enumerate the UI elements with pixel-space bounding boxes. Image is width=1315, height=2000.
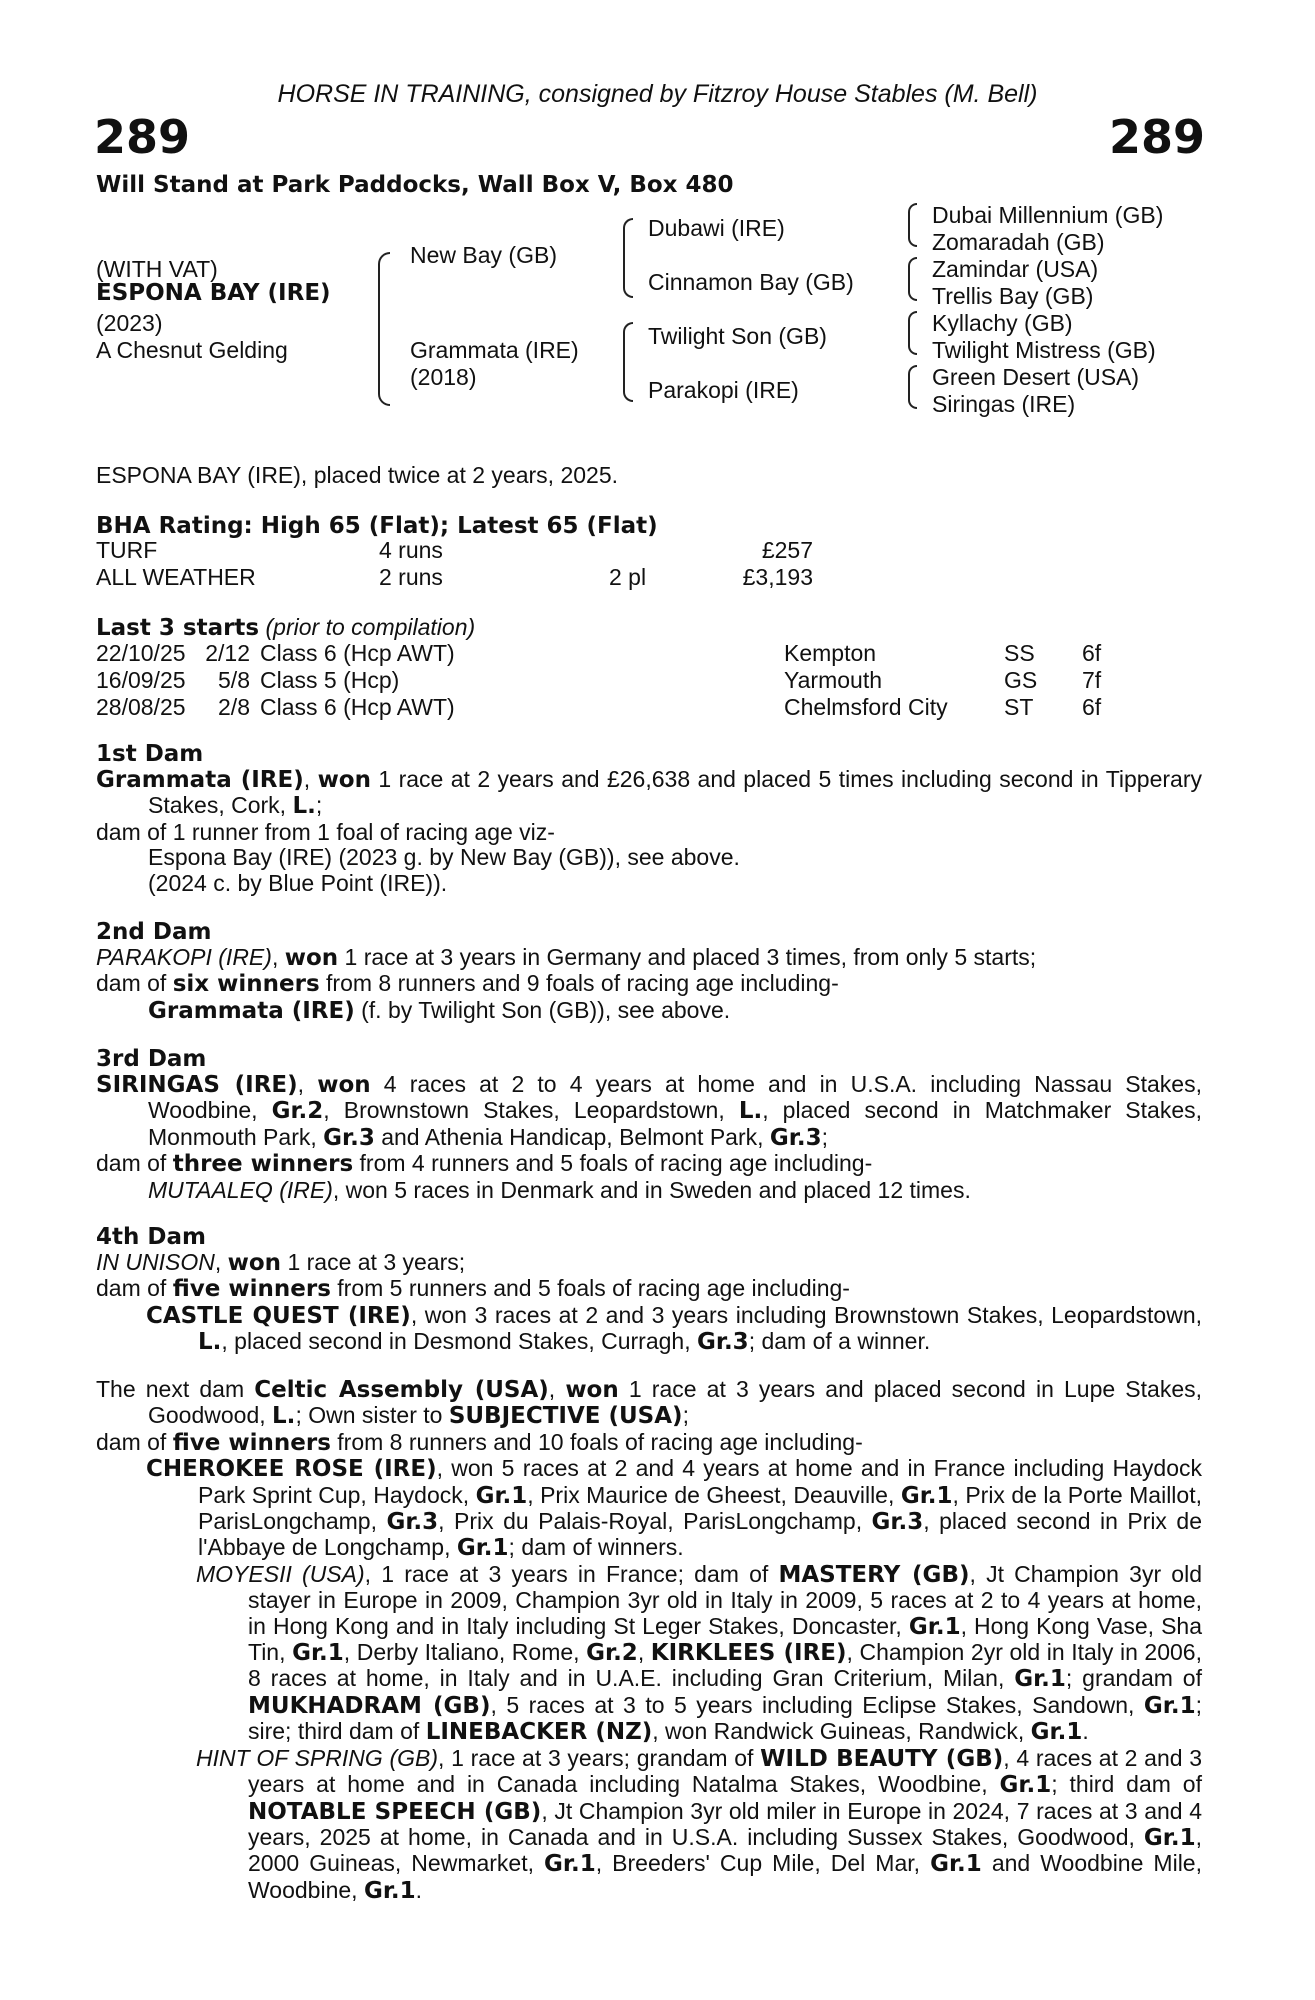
gen3-brace-4b [908, 387, 917, 409]
gen3-brace-1a [908, 203, 917, 227]
last-starts-title: Last 3 starts [96, 615, 260, 641]
third-dam-name: SIRINGAS (IRE) [96, 1072, 298, 1098]
vat-note: (WITH VAT) [96, 256, 218, 282]
last-starts-subtitle: (prior to compilation) [265, 614, 476, 640]
horse-description: A Chesnut Gelding [96, 337, 288, 363]
bha-rating-title: BHA Rating: High 65 (Flat); Latest 65 (Flat) [96, 513, 658, 539]
fourth-dam-name: IN UNISON [96, 1249, 215, 1275]
start-going: GS [1004, 667, 1038, 693]
hint-of-spring-entry: HINT OF SPRING (GB), 1 race at 3 years; grandam of WILD BEAUTY (GB), 4 races at 2 and 3 years at home and in Canada including Natalma Stakes, Woodbine, Gr.1; third dam of NOTABLE SPEECH (GB), Jt Champion 3yr old miler in Europe in 2024, 7 races at 3 and 4 years, 2025 at home, in Canada and in U.S.A. including Sussex Stakes, Goodwood, Gr.1, 2000 Guineas, Newmarket, Gr.1, Breeders' Cup Mile, Del Mar, Gr.1 and Woodbine Mile, Woodbine, Gr.1. [196, 1744, 1203, 1904]
fourth-dam-heading: 4th Dam [96, 1224, 206, 1250]
moyesii-entry: MOYESII (USA), 1 race at 3 years in France; dam of MASTERY (GB), Jt Champion 3yr old stayer in Europe in 2009, Champion 3yr old in Italy in 2009, 5 races at 2 to 4 years at home, in Hong Kong and in Italy including St Leger Stakes, Doncaster, Gr.1, Hong Kong Vase, Sha Tin, Gr.1, Derby Italiano, Rome, Gr.2, KIRKLEES (IRE), Champion 2yr old in Italy in 2006, 8 races at home, in Italy and in U.A.E. including Gran Criterium, Milan, Gr.1; grandam of MUKHADRAM (GB), 5 races at 3 to 5 years including Eclipse Stakes, Sandown, Gr.1; sire; third dam of LINEBACKER (NZ), won Randwick Guineas, Randwick, Gr.1. [196, 1560, 1203, 1746]
gen2-dam-dam: Parakopi (IRE) [648, 377, 799, 403]
rating-prize: £3,193 [742, 564, 813, 590]
start-course: Kempton [784, 640, 877, 666]
gen3-brace-4a [908, 365, 917, 389]
second-dam-name: PARAKOPI (IRE) [96, 944, 272, 970]
gen3-ancestor-3: Zamindar (USA) [932, 256, 1099, 282]
horse-name: ESPONA BAY (IRE) [96, 280, 331, 306]
gen2-brace-2 [623, 258, 633, 298]
first-dam-produce-item: (2024 c. by Blue Point (IRE)). [148, 869, 448, 896]
race-summary: ESPONA BAY (IRE), placed twice at 2 years, 2025. [96, 462, 619, 488]
start-date: 28/08/25 [96, 694, 186, 720]
gen2-sire-sire: Dubawi (IRE) [648, 215, 785, 241]
start-distance: 6f [1082, 640, 1102, 666]
first-dam-produce-intro: dam of 1 runner from 1 foal of racing age viz- [96, 818, 555, 845]
last-starts-table [96, 640, 1101, 721]
gen3-ancestor-5: Kyllachy (GB) [932, 310, 1073, 336]
fourth-dam-record: IN UNISON, won 1 race at 3 years; dam of five winners from 5 runners and 5 foals of racing age including- CASTLE QUEST (IRE), won 3 races at 2 and 3 years including Brownstown Stakes, Leopardstown, L., placed second in Desmond Stakes, Curragh, Gr.3; dam of a winner. [96, 1249, 1203, 1356]
start-position: 5/8 [218, 667, 250, 693]
gen3-ancestor-4: Trellis Bay (GB) [932, 283, 1094, 309]
gen3-ancestor-1: Dubai Millennium (GB) [932, 202, 1164, 228]
next-dam-name: Celtic Assembly (USA) [254, 1377, 549, 1403]
stand-location: Will Stand at Park Paddocks, Wall Box V, Box 480 [96, 172, 734, 198]
rating-row-turf [96, 537, 813, 564]
gen2-dam-sire: Twilight Son (GB) [648, 323, 827, 349]
start-class: Class 5 (Hcp) [260, 667, 400, 693]
start-date: 22/10/25 [96, 640, 186, 666]
start-course: Yarmouth [784, 667, 883, 693]
start-row [96, 667, 1101, 694]
start-distance: 6f [1082, 694, 1102, 720]
dam-year: (2018) [410, 364, 477, 390]
start-position: 2/12 [205, 640, 250, 666]
gen3-ancestor-6: Twilight Mistress (GB) [932, 337, 1156, 363]
start-course: Chelmsford City [784, 694, 948, 720]
horse-year: (2023) [96, 310, 163, 336]
rating-runs: 4 runs [379, 537, 443, 563]
gen3-ancestor-7: Green Desert (USA) [932, 364, 1140, 390]
gen2-sire-dam: Cinnamon Bay (GB) [648, 269, 854, 295]
fourth-dam-child-name: CASTLE QUEST (IRE) [146, 1302, 411, 1329]
rating-surface: TURF [96, 537, 158, 563]
gen2-brace-3 [623, 322, 633, 362]
start-going: SS [1004, 640, 1035, 666]
gen2-brace-4 [623, 360, 633, 402]
gen3-brace-2a [908, 257, 917, 281]
start-distance: 7f [1082, 667, 1102, 693]
start-row [96, 694, 1101, 721]
sire-brace [378, 252, 390, 336]
gen3-brace-3a [908, 311, 917, 335]
start-class: Class 6 (Hcp AWT) [260, 640, 455, 666]
consignment-header: HORSE IN TRAINING, consigned by Fitzroy House Stables (M. Bell) [277, 80, 1038, 108]
gen2-brace-1 [623, 218, 633, 260]
second-dam-record: PARAKOPI (IRE), won 1 race at 3 years in Germany and placed 3 times, from only 5 starts; dam of six winners from 8 runners and 9 foals of racing age including- Grammata (IRE) (f. by Twilight Son (GB)), see above. [96, 944, 1037, 1024]
start-class: Class 6 (Hcp AWT) [260, 694, 455, 720]
first-dam-produce-item: Espona Bay (IRE) (2023 g. by New Bay (GB)), see above. [148, 844, 740, 871]
gen3-brace-2b [908, 279, 917, 301]
gen3-brace-3b [908, 333, 917, 355]
lot-number-left: 289 [94, 110, 191, 164]
start-row [96, 640, 1101, 667]
dam-brace [378, 334, 390, 406]
start-date: 16/09/25 [96, 667, 186, 693]
third-dam-record: SIRINGAS (IRE), won 4 races at 2 to 4 years at home and in U.S.A. including Nassau Stakes, Woodbine, Gr.2, Brownstown Stakes, Leopardstown, L., placed second in Matchmaker Stakes, Monmouth Park, Gr.3 and Athenia Handicap, Belmont Park, Gr.3; dam of three winners from 4 runners and 5 foals of racing age including- MUTAALEQ (IRE), won 5 races in Denmark and in Sweden and placed 12 times. [96, 1071, 1203, 1203]
rating-placed: 2 pl [609, 564, 647, 590]
cherokee-rose-entry: CHEROKEE ROSE (IRE), won 5 races at 2 and 4 years at home and in France including Haydock Park Sprint Cup, Haydock, Gr.1, Prix Maurice de Gheest, Deauville, Gr.1, Prix de la Porte Maillot, ParisLongchamp, Gr.3, Prix du Palais-Royal, ParisLongchamp, Gr.3, placed second in Prix de l'Abbaye de Longchamp, Gr.1; dam of winners. [146, 1455, 1203, 1562]
rating-prize: £257 [761, 537, 813, 563]
start-position: 2/8 [218, 694, 250, 720]
last-starts-heading [96, 615, 475, 641]
start-going: ST [1004, 694, 1034, 720]
rating-placed [609, 537, 689, 564]
sire-name: New Bay (GB) [410, 242, 557, 268]
gen3-ancestor-2: Zomaradah (GB) [932, 229, 1105, 255]
second-dam-heading: 2nd Dam [96, 919, 212, 945]
dam-name: Grammata (IRE) [410, 337, 579, 363]
rating-row-all-weather [96, 564, 813, 591]
gen3-brace-1b [908, 225, 917, 247]
first-dam-name: Grammata (IRE) [96, 767, 304, 793]
rating-runs: 2 runs [379, 564, 443, 590]
gen3-ancestor-8: Siringas (IRE) [932, 391, 1076, 417]
rating-surface: ALL WEATHER [96, 564, 256, 590]
next-dam-record: The next dam Celtic Assembly (USA), won 1 race at 3 years and placed second in Lupe Stakes, Goodwood, L.; Own sister to SUBJECTIVE (USA); dam of five winners from 8 runners and 10 foals of racing age including- CHEROKEE ROSE (IRE), won 5 races at 2 and 4 years at home and in France including Haydock Park Sprint Cup, Haydock, Gr.1, Prix Maurice de Gheest, Deauville, Gr.1, Prix de la Porte Maillot, ParisLongchamp, Gr.3, Prix du Palais-Royal, ParisLongchamp, Gr.3, placed second in Prix de l'Abbaye de Longchamp, Gr.1; dam of winners. MOYESII (USA), 1 race at 3 years in France; dam of MASTERY (GB), Jt Champion 3yr old stayer in Europe in 2009, Champion 3yr old in Italy in 2009, 5 races at 2 to 4 years at home, in Hong Kong and in Italy including St Leger Stakes, Doncaster, Gr.1, Hong Kong Vase, Sha Tin, Gr.1, Derby Italiano, Rome, Gr.2, KIRKLEES (IRE), Champion 2yr old in Italy in 2006, 8 races at home, in Italy and in U.A.E. including Gran Criterium, Milan, Gr.1; grandam of MUKHADRAM (GB), 5 races at 3 to 5 years including Eclipse Stakes, Sandown, Gr.1; sire; third dam of LINEBACKER (NZ), won Randwick Guineas, Randwick, Gr.1. HINT OF SPRING (GB), 1 race at 3 years; grandam of WILD BEAUTY (GB), 4 races at 2 and 3 years at home and in Canada including Natalma Stakes, Woodbine, Gr.1; third dam of NOTABLE SPEECH (GB), Jt Champion 3yr old miler in Europe in 2024, 7 races at 3 and 4 years, 2025 at home, in Canada and in U.S.A. including Sussex Stakes, Goodwood, Gr.1, 2000 Guineas, Newmarket, Gr.1, Breeders' Cup Mile, Del Mar, Gr.1 and Woodbine Mile, Woodbine, Gr.1. [96, 1376, 1203, 1904]
third-dam-heading: 3rd Dam [96, 1046, 207, 1072]
rating-table [96, 537, 813, 591]
first-dam-heading: 1st Dam [96, 741, 204, 767]
lot-number-right: 289 [1108, 110, 1205, 164]
second-dam-child-name: Grammata (IRE) [148, 997, 355, 1024]
first-dam-record: Grammata (IRE), won 1 race at 2 years and £26,638 and placed 5 times including second in Tipperary Stakes, Cork, L.; dam of 1 runner from 1 foal of racing age viz- Espona Bay (IRE) (2023 g. by New Bay (GB)), see above. (2024 c. by Blue Point (IRE)). [96, 766, 1202, 896]
third-dam-child-name: MUTAALEQ (IRE) [148, 1176, 333, 1203]
